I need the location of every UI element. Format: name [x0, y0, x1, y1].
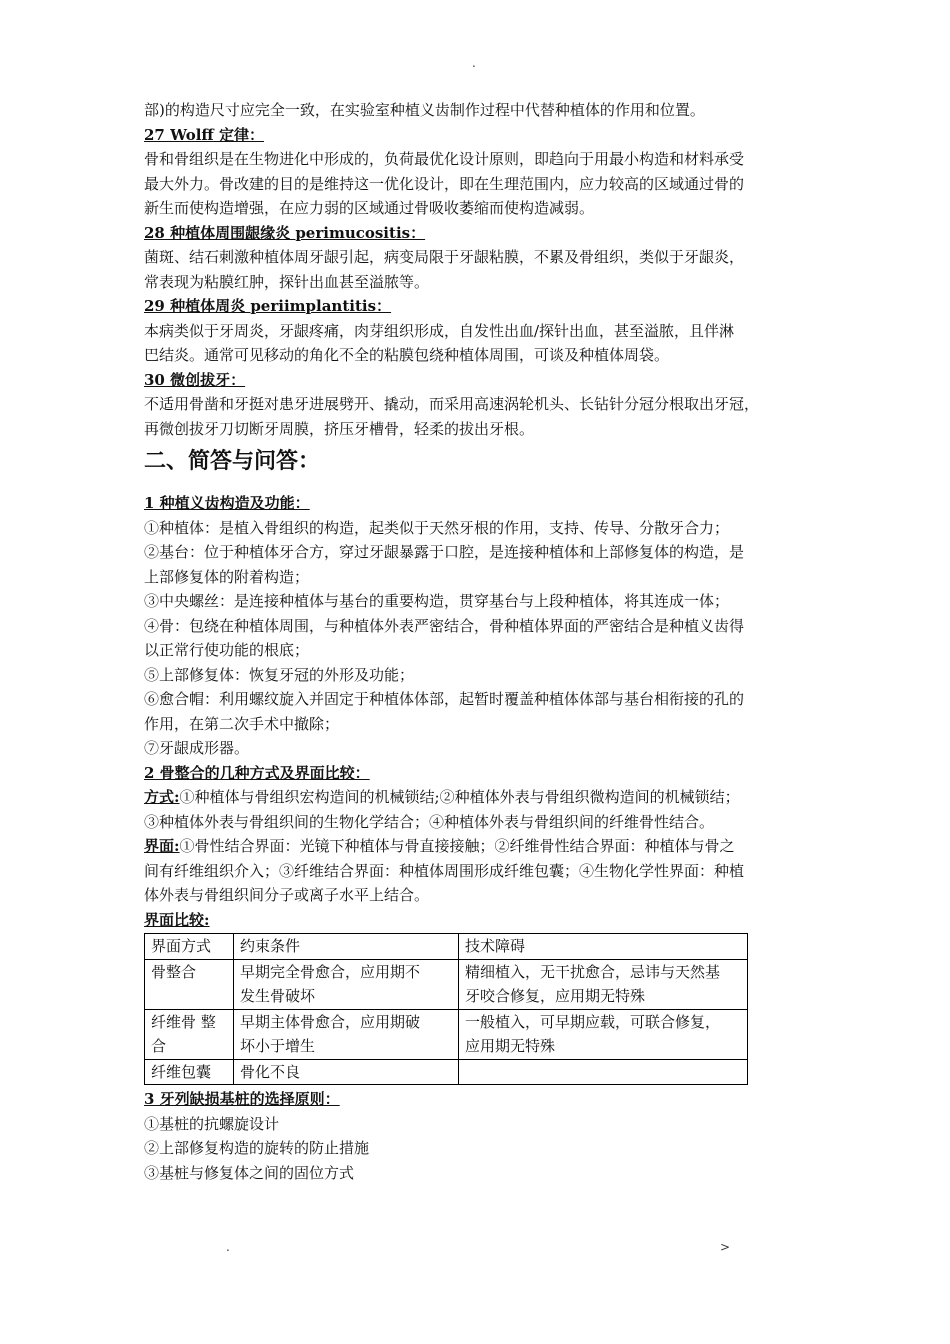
table-cell-line: 精细植入，无干扰愈合，忌讳与天然基: [465, 962, 721, 981]
q1-heading: 1 种植义齿构造及功能：: [144, 494, 310, 512]
q1-line: ⑤上部修复体：恢复牙冠的外形及功能；: [144, 665, 415, 684]
q3-line: ③基桩与修复体之间的固位方式: [144, 1163, 355, 1182]
term-heading: 27 Wolff 定律：: [144, 125, 264, 144]
table-header-row: [145, 934, 748, 960]
header-dot: .: [472, 56, 476, 70]
table-cell: [145, 959, 234, 1009]
q1-line: ④骨：包绕在种植体周围，与种植体外表严密结合，骨种植体界面的严密结合是种植义齿得: [144, 616, 745, 635]
table-cell-line: 纤维骨 整: [151, 1012, 216, 1031]
table-header-cell: 约束条件: [234, 934, 459, 960]
table-cell-line: 一般植入，可早期应载，可联合修复，: [465, 1012, 721, 1031]
table-cell: [145, 1059, 234, 1085]
table-cell-line: 骨化不良: [240, 1062, 301, 1081]
table-cell-line: 牙咬合修复，应用期无特殊: [465, 987, 646, 1005]
q2-interface-line-2: 体外表与骨组织间分子或离子水平上结合。: [144, 886, 430, 904]
q2-method-line-0: 方式:①种植体与骨组织宏构造间的机械锁结;②种植体外表与骨组织微构造间的机械锁结；: [144, 788, 740, 806]
table-cell: [145, 1009, 234, 1059]
q3-line: ①基桩的抗螺旋设计: [144, 1114, 280, 1133]
term-text-line: 本病类似于牙周炎，牙龈疼痛，肉芽组织形成，自发性出血/探针出血，甚至溢脓，且伴淋: [144, 321, 735, 340]
q3-answer: [144, 1112, 820, 1186]
table-cell-line: 骨整合: [151, 962, 197, 981]
table-header-cell: 技术障碍: [459, 934, 748, 960]
table-cell: [234, 959, 459, 1009]
footer-arrow: >: [720, 1240, 731, 1254]
q2-interface-line-0: 界面:①骨性结合界面：光镜下种植体与骨直接接触；②纤维骨性结合界面：种植体与骨之: [144, 837, 735, 855]
term-text-line: 菌斑、结石刺激种植体周牙龈引起，病变局限于牙龈粘膜，不累及骨组织，类似于牙龈炎，: [144, 248, 745, 266]
table-row: [145, 959, 748, 1009]
footer-dot: .: [226, 1240, 230, 1254]
section-title: 二、简答与问答：: [144, 449, 321, 474]
method-label: 方式:: [144, 788, 180, 806]
table-row: [145, 1059, 748, 1085]
q2-method-line-1: ③种植体外表与骨组织间的生物化学结合；④种植体外表与骨组织间的纤维骨性结合。: [144, 812, 715, 831]
q3-line: ②上部修复构造的旋转的防止措施: [144, 1139, 370, 1157]
table-cell-line: 应用期无特殊: [465, 1037, 556, 1055]
q1-answer: [144, 516, 820, 761]
table-cell-line: 纤维包囊: [151, 1062, 212, 1081]
table-cell: [234, 1009, 459, 1059]
table-cell-line: 合: [151, 1037, 167, 1055]
term-heading: 28 种植体周围龈缘炎 perimucositis：: [144, 223, 426, 242]
interface-label: 界面:: [144, 837, 180, 855]
term-definitions: [144, 123, 820, 442]
table-cell: [459, 959, 748, 1009]
term-heading: 30 微创拔牙：: [144, 370, 246, 389]
q1-line: ②基台：位于种植体牙合方，穿过牙龈暴露于口腔，是连接种植体和上部修复体的构造，是: [144, 543, 745, 561]
table-cell: [459, 1059, 748, 1085]
table-header-cell: 界面方式: [145, 934, 234, 960]
table-cell-line: 早期主体骨愈合，应用期破: [240, 1012, 421, 1031]
term-heading: 29 种植体周炎 periimplantitis：: [144, 297, 392, 315]
table-row: [145, 1009, 748, 1059]
table-cell-line: [465, 1060, 741, 1085]
term-text-line: 骨和骨组织是在生物进化中形成的，负荷最优化设计原则，即趋向于用最小构造和材料承受: [144, 150, 745, 168]
q1-line: ⑦牙龈成形器。: [144, 739, 250, 757]
term-text-line: 新生而使构造增强，在应力弱的区域通过骨吸收萎缩而使构造减弱。: [144, 199, 595, 217]
q1-line: 作用，在第二次手术中撤除；: [144, 714, 340, 733]
q2-heading: 2 骨整合的几种方式及界面比较：: [144, 763, 370, 782]
interface-comparison-table: [144, 933, 748, 1085]
table-cell-line: 早期完全骨愈合，应用期不: [240, 962, 421, 981]
q1-line: 以正常行使功能的根底；: [144, 641, 310, 659]
term-text-line: 常表现为粘膜红肿，探针出血甚至溢脓等。: [144, 272, 430, 291]
q1-line: ③中央螺丝：是连接种植体与基台的重要构造，贯穿基台与上段种植体，将其连成一体；: [144, 592, 730, 610]
table-cell-line: 坏小于增生: [240, 1037, 316, 1055]
term-text-line: 巴结炎。通常可见移动的角化不全的粘膜包绕种植体周围，可谈及种植体周袋。: [144, 346, 670, 364]
table-cell: [459, 1009, 748, 1059]
table-cell: [234, 1059, 459, 1085]
q2-interface-line-1: 间有纤维组织介入；③纤维结合界面：种植体周围形成纤维包囊；④生物化学性界面：种植: [144, 861, 745, 880]
q1-line: ①种植体：是植入骨组织的构造，起类似于天然牙根的作用，支持、传导、分散牙合力；: [144, 518, 730, 537]
term-text-line: 不适用骨凿和牙挺对患牙进展劈开、撬动，而采用高速涡轮机头、长钻针分冠分根取出牙冠，: [144, 395, 760, 413]
term-text-line: 再微创拔牙刀切断牙周膜，挤压牙槽骨，轻柔的拔出牙根。: [144, 419, 535, 438]
compare-label: 界面比较:: [144, 910, 210, 929]
q3-heading: 3 牙列缺损基桩的选择原则：: [144, 1090, 340, 1108]
document-body: [144, 98, 820, 1185]
q1-line: ⑥愈合帽：利用螺纹旋入并固定于种植体体部，起暂时覆盖种植体体部与基台相衔接的孔的: [144, 690, 745, 708]
intro-line: 部)的构造尺寸应完全一致，在实验室种植义齿制作过程中代替种植体的作用和位置。: [144, 101, 705, 119]
table-cell-line: 发生骨破坏: [240, 987, 316, 1005]
term-text-line: 最大外力。骨改建的目的是维持这一优化设计，即在生理范围内，应力较高的区域通过骨的: [144, 174, 745, 193]
q1-line: 上部修复体的附着构造；: [144, 567, 310, 586]
